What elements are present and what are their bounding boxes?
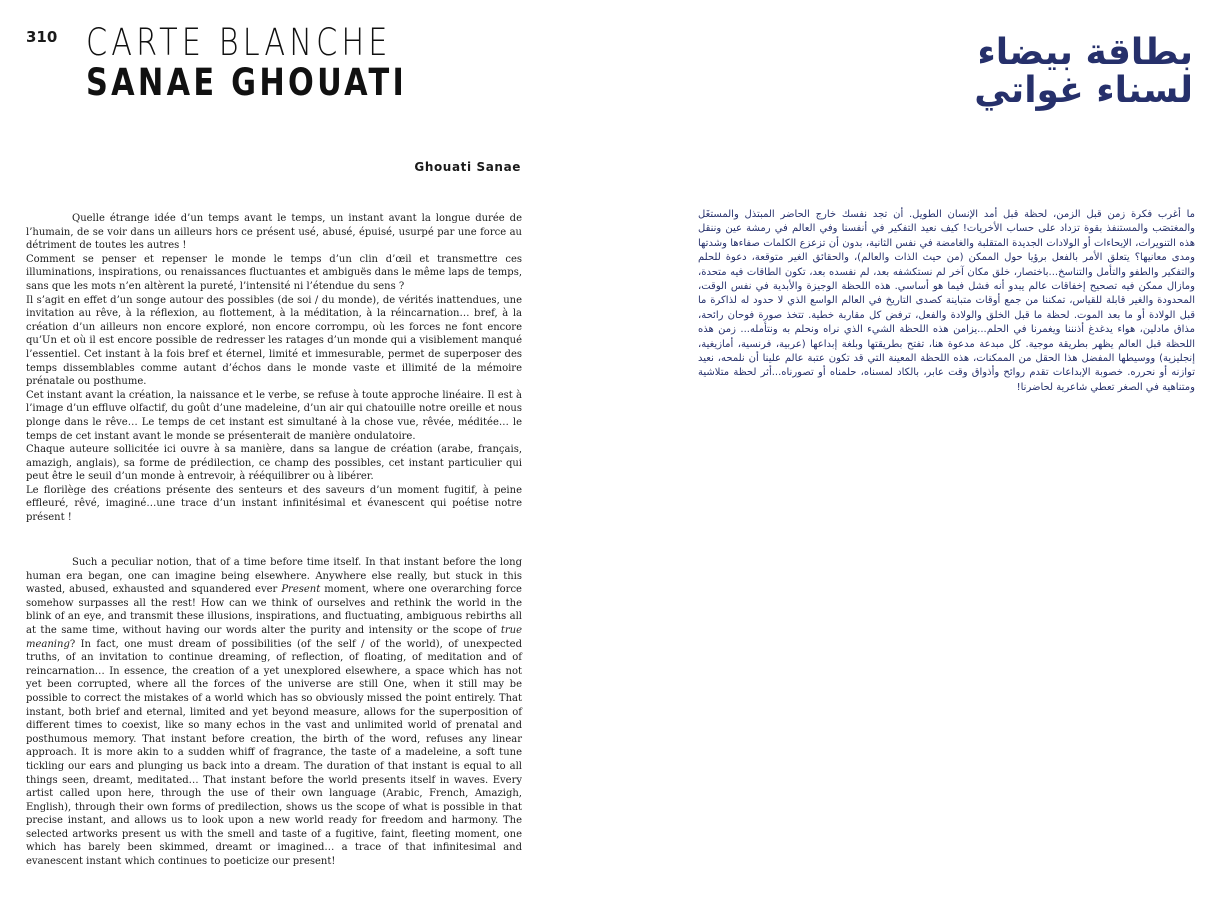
english-paragraph: [26, 556, 522, 869]
french-paragraph: Comment se penser et repenser le monde le temps d’un clin d’œil et transmettre ces illuminations, inspirations, ou renaissances fluctuantes et ambiguës dans le même laps de temps, sans que les mots n’en altèrent la pureté, l’intensité ni l’étendue du sens ?: [26, 253, 522, 292]
english-emphasis-true-meaning: true meaning: [26, 624, 522, 650]
english-emphasis-present: Present: [281, 584, 321, 596]
french-text-block: [26, 212, 522, 525]
english-text-segment: Such a peculiar notion, that of a time before time itself. In that instant before the long human era began, one can imagine being elsewhere. Anywhere else really, but stuck in this wasted, abused, exhausted and squandered ever: [26, 557, 522, 596]
french-paragraph: Le florilège des créations présente des senteurs et des saveurs d’un moment fugitif, à peine effleuré, rêvé, imaginé…une trace d’un instant infinitésimal et évanescent qui poétise notre présent !: [26, 484, 522, 524]
arabic-title: [974, 34, 1193, 110]
english-text-block: [26, 556, 522, 869]
arabic-text-block: ما أغرب فكرة زمن قبل الزمن، لحظة قبل أمد الإنسان الطويل. أن تجد نفسك خارج الحاضر المبتذل والمستغَل والمغتصَب والمستنفذ بقوة تزداد على حساب الأخريات! كيف نعيد التفكير في أنفسنا وفي العالم في رمشة عين وننقل هذه التنويرات، الإيحاءات أو الولادات الجديدة المتقلبة والغامضة في نفس الثانية، بدون أن تزعزع الكلمات صفاءها وشدتها ومدى معانيها؟ يتعلق الأمر بالفعل برؤيا حول الممكن (من حيث الذات والعالم)، والحقائق الغير متوقعة، دعوة للحلم والتفكير والطفو والتأمل والتناسخ...باختصار، خلق مكان آخر لم نستكشفه بعد، لم نفسده بعد، تكون الطاقات فيه متحدة، ومازال ممكن فيه تصحيح إخفاقات عالم يبدو أنه فشل فيما هو أساسي. هذه اللحظة الوجيزة والأبدية في نفس الوقت، المحدودة والغير قابلة للقياس، تمكننا من جمع أوقات متباينة كصدى التاريخ في العالم الواسع الذي لا حدود له لذاكرة ما قبل الولادة أو ما بعد الموت. لحظة ما قبل الخلق والولادة والفعل، ترفض كل مقاربة خطية. تتخذ صورة فوحان رائحة، مذاق مادلين، هواء يدغدغ أذنننا ويغمرنا في الحلم...يزامن هذه اللحظة الشيء الذي نراه ونحلم به ونتأمله... زمن هذه اللحظة قبل العالم يظهر بطريقة موجية. كل مبدعة مدعوة هنا، تفتح بطريقتها وبلغة إبداعها (عربية، فرنسية، أمازيغية، إنجليزية) ووسيطها المفضل هذا الحقل من الممكنات، هذه اللحظة المعينة التي قد تكون عتبة عالم علينا أن نلمحه، نعيد توازنه أو نحرره. خصوبة الإبداعات تقدم روائح وأذواق وقت عابر، بالكاد لمسناه، حلمناه أو تصورناه...أثر لحظة متلاشية ومتناهية في الصغر تعطي شاعرية لحاضرنا!: [698, 209, 1195, 393]
french-paragraph: Il s’agit en effet d’un songe autour des possibles (de soi / du monde), de vérités inattendues, une invitation au rêve, à la réflexion, au flottement, à la méditation, à la réincarnation… bref, à la création d’un ailleurs non encore exploré, non encore corrompu, où les forces ne font encore qu’Un et où il est encore possible de redresser les ratages d’un monde qui a visiblement manqué l’essentiel. Cet instant à la fois bref et éternel, limité et immesurable, permet de superposer des temps dissemblables comme autant d’échos dans le monde vaste et illimité de la mémoire prénatale ou posthume.: [26, 294, 522, 388]
french-paragraph: Quelle étrange idée d’un temps avant le temps, un instant avant la longue durée de l’humain, de se voir dans un ailleurs hors ce présent usé, abusé, épuisé, usurpé par une force au détriment de toutes les autres !: [26, 213, 522, 252]
title-author-name: SANAE GHOUATI: [86, 61, 408, 104]
arabic-title-line2: لسناء غواتي: [974, 70, 1193, 111]
french-paragraph: Chaque auteure sollicitée ici ouvre à sa manière, dans sa langue de création (arabe, français, amazigh, anglais), sa forme de prédilection, ce champ des possibles, cet instant particulier qui peut être le seuil d’un monde à entrevoir, à rééquilibrer ou à libérer.: [26, 444, 522, 483]
english-text-segment: ? In fact, one must dream of possibilities (of the self / of the world), of unexpected truths, of an invitation to continue dreaming, of reflection, of floating, of meditation and of reincarnation… In essence, the creation of a yet unexplored elsewhere, a space which has not yet been corrupted, where all the forces of the universe are still One, when it still may be possible to correct the mistakes of a world which has so obviously missed the point entirely. That instant, both brief and eternal, limited and yet beyond measure, allows for the superposition of different times to coexist, like so many echos in the vast and unlimited world of prenatal and posthumous memory. That instant before creation, the birth of the word, refuses any linear approach. It is more akin to a sudden whiff of fragrance, the taste of a madeleine, a soft tune tickling our ears and plunging us back into a dream. The duration of that instant is equal to all things seen, dreamt, meditated… That instant before the world presents itself in waves. Every artist called upon here, through the use of their own language (Arabic, French, Amazigh, English), through their own forms of predilection, shows us the scope of what is possible in that precise instant, and allows us to look upon a new world ready for freedom and harmony. The selected artworks present us with the smell and taste of a fugitive, faint, fleeting moment, one which has barely been skimmed, dreamt or imagined… a trace of that infinitesimal and evanescent instant which continues to poeticize our present!: [26, 638, 522, 868]
page-number: 310: [26, 28, 58, 46]
english-text-segment: moment, where one overarching force somehow surpasses all the rest! How can we think of ourselves and rethink the world in the blink of an eye, and transmit these illusions, inspirations, and fluctuating, ambiguous rebirths all at the same time, without having our words alter the purity and intensity or the scope of: [26, 584, 522, 636]
french-paragraph: Cet instant avant la création, la naissance et le verbe, se refuse à toute approche linéaire. Il est à l’image d’un effluve olfactif, du goût d’une madeleine, d’un air qui chatouille notre oreille et nous plonge dans le rêve… Le temps de cet instant est simultané à la chose vue, rêvée, méditée… le temps de cet instant avant le monde se présenterait de manière ondulatoire.: [26, 389, 522, 442]
author-byline: Ghouati Sanae: [414, 160, 521, 174]
arabic-title-line1: بطاقة بيضاء: [977, 32, 1193, 73]
page-title: [86, 21, 478, 104]
title-carte-blanche: CARTE BLANCHE: [86, 21, 392, 64]
